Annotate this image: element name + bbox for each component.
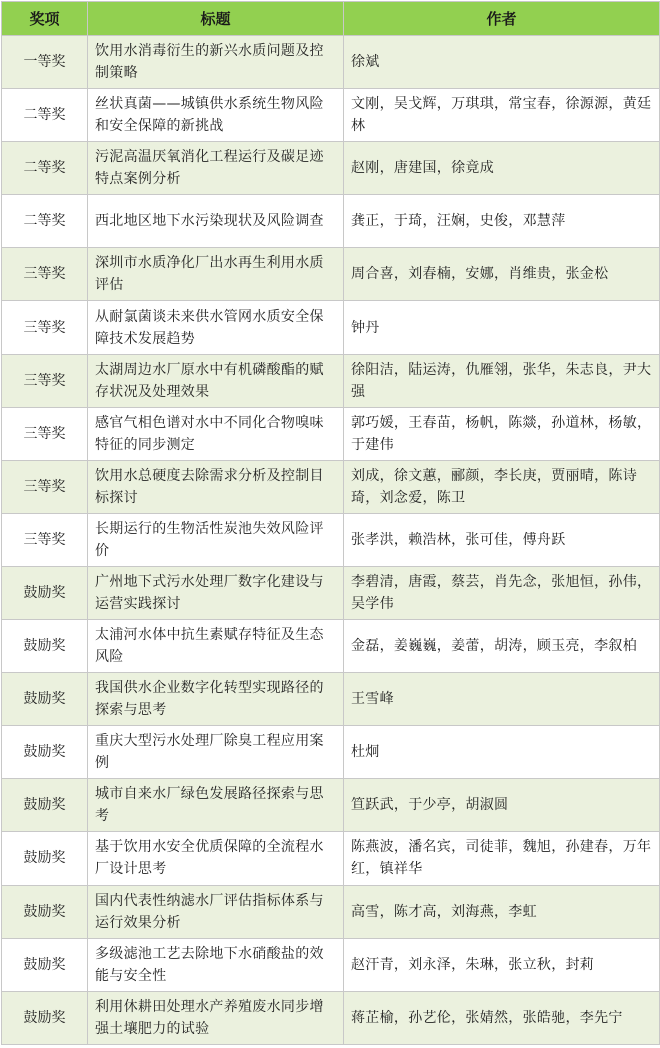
- award-cell: 鼓励奖: [2, 726, 88, 779]
- header-title: 标题: [88, 2, 344, 36]
- title-cell: 城市自来水厂绿色发展路径探索与思考: [88, 779, 344, 832]
- header-authors: 作者: [344, 2, 660, 36]
- table-row: [2, 460, 660, 513]
- table-row: [2, 513, 660, 566]
- title-cell: 从耐氯菌谈未来供水管网水质安全保障技术发展趋势: [88, 301, 344, 354]
- table-row: [2, 36, 660, 89]
- authors-cell: 李碧清，唐霞，蔡芸，肖先念，张旭恒，孙伟，吴学伟: [344, 566, 660, 619]
- title-cell: 西北地区地下水污染现状及风险调查: [88, 195, 344, 248]
- authors-cell: 杜炯: [344, 726, 660, 779]
- table-row: [2, 354, 660, 407]
- award-cell: 二等奖: [2, 142, 88, 195]
- award-cell: 三等奖: [2, 301, 88, 354]
- authors-cell: 文刚，吴戈辉，万琪琪，常宝春，徐源源，黄廷林: [344, 89, 660, 142]
- table-row: [2, 566, 660, 619]
- awards-table: [1, 1, 660, 1045]
- authors-cell: 赵汗青，刘永泽，朱琳，张立秋，封莉: [344, 938, 660, 991]
- table-row: [2, 779, 660, 832]
- authors-cell: 徐阳洁，陆运涛，仇雁翎，张华，朱志良，尹大强: [344, 354, 660, 407]
- table-row: [2, 620, 660, 673]
- title-cell: 太浦河水体中抗生素赋存特征及生态风险: [88, 620, 344, 673]
- award-cell: 鼓励奖: [2, 885, 88, 938]
- authors-cell: 郭巧媛，王春苗，杨帆，陈燚，孙道林，杨敏，于建伟: [344, 407, 660, 460]
- authors-cell: 赵刚，唐建国，徐竟成: [344, 142, 660, 195]
- authors-cell: 陈燕波，潘名宾，司徒菲，魏旭，孙建春，万年红，镇祥华: [344, 832, 660, 885]
- authors-cell: 张孝洪，赖浩林，张可佳，傅舟跃: [344, 513, 660, 566]
- table-body: [2, 36, 660, 1045]
- award-cell: 二等奖: [2, 195, 88, 248]
- award-cell: 鼓励奖: [2, 938, 88, 991]
- table-row: [2, 301, 660, 354]
- title-cell: 丝状真菌——城镇供水系统生物风险和安全保障的新挑战: [88, 89, 344, 142]
- title-cell: 国内代表性纳滤水厂评估指标体系与运行效果分析: [88, 885, 344, 938]
- title-cell: 饮用水总硬度去除需求分析及控制目标探讨: [88, 460, 344, 513]
- award-cell: 三等奖: [2, 248, 88, 301]
- authors-cell: 高雪，陈才高，刘海燕，李虹: [344, 885, 660, 938]
- table-row: [2, 885, 660, 938]
- title-cell: 多级滤池工艺去除地下水硝酸盐的效能与安全性: [88, 938, 344, 991]
- title-cell: 深圳市水质净化厂出水再生利用水质评估: [88, 248, 344, 301]
- award-cell: 鼓励奖: [2, 991, 88, 1044]
- authors-cell: 徐斌: [344, 36, 660, 89]
- table-row: [2, 726, 660, 779]
- title-cell: 广州地下式污水处理厂数字化建设与运营实践探讨: [88, 566, 344, 619]
- title-cell: 长期运行的生物活性炭池失效风险评价: [88, 513, 344, 566]
- table-row: [2, 407, 660, 460]
- authors-cell: 王雪峰: [344, 673, 660, 726]
- award-cell: 鼓励奖: [2, 620, 88, 673]
- authors-cell: 笪跃武，于少亭，胡淑圆: [344, 779, 660, 832]
- table-row: [2, 938, 660, 991]
- table-row: [2, 195, 660, 248]
- title-cell: 感官气相色谱对水中不同化合物嗅味特征的同步测定: [88, 407, 344, 460]
- award-cell: 一等奖: [2, 36, 88, 89]
- award-cell: 二等奖: [2, 89, 88, 142]
- table-row: [2, 832, 660, 885]
- title-cell: 饮用水消毒衍生的新兴水质问题及控制策略: [88, 36, 344, 89]
- authors-cell: 钟丹: [344, 301, 660, 354]
- title-cell: 重庆大型污水处理厂除臭工程应用案例: [88, 726, 344, 779]
- award-cell: 三等奖: [2, 354, 88, 407]
- award-cell: 三等奖: [2, 513, 88, 566]
- title-cell: 基于饮用水安全优质保障的全流程水厂设计思考: [88, 832, 344, 885]
- title-cell: 太湖周边水厂原水中有机磷酸酯的赋存状况及处理效果: [88, 354, 344, 407]
- table-row: [2, 248, 660, 301]
- authors-cell: 金磊，姜巍巍，姜蕾，胡涛，顾玉亮，李叙柏: [344, 620, 660, 673]
- award-cell: 鼓励奖: [2, 779, 88, 832]
- award-cell: 鼓励奖: [2, 832, 88, 885]
- title-cell: 我国供水企业数字化转型实现路径的探索与思考: [88, 673, 344, 726]
- table-row: [2, 142, 660, 195]
- authors-cell: 蒋芷榆，孙艺伦，张婧然，张皓驰，李先宁: [344, 991, 660, 1044]
- table-row: [2, 673, 660, 726]
- header-award: 奖项: [2, 2, 88, 36]
- table-row: [2, 991, 660, 1044]
- award-cell: 三等奖: [2, 407, 88, 460]
- title-cell: 污泥高温厌氧消化工程运行及碳足迹特点案例分析: [88, 142, 344, 195]
- authors-cell: 龚正，于琦，汪娴，史俊，邓慧萍: [344, 195, 660, 248]
- award-cell: 鼓励奖: [2, 566, 88, 619]
- header-row: [2, 2, 660, 36]
- authors-cell: 周合喜，刘春楠，安娜，肖维贵，张金松: [344, 248, 660, 301]
- award-cell: 三等奖: [2, 460, 88, 513]
- table-row: [2, 89, 660, 142]
- award-cell: 鼓励奖: [2, 673, 88, 726]
- authors-cell: 刘成，徐文蕙，郦颜，李长庚，贾丽晴，陈诗琦，刘念爱，陈卫: [344, 460, 660, 513]
- title-cell: 利用休耕田处理水产养殖废水同步增强土壤肥力的试验: [88, 991, 344, 1044]
